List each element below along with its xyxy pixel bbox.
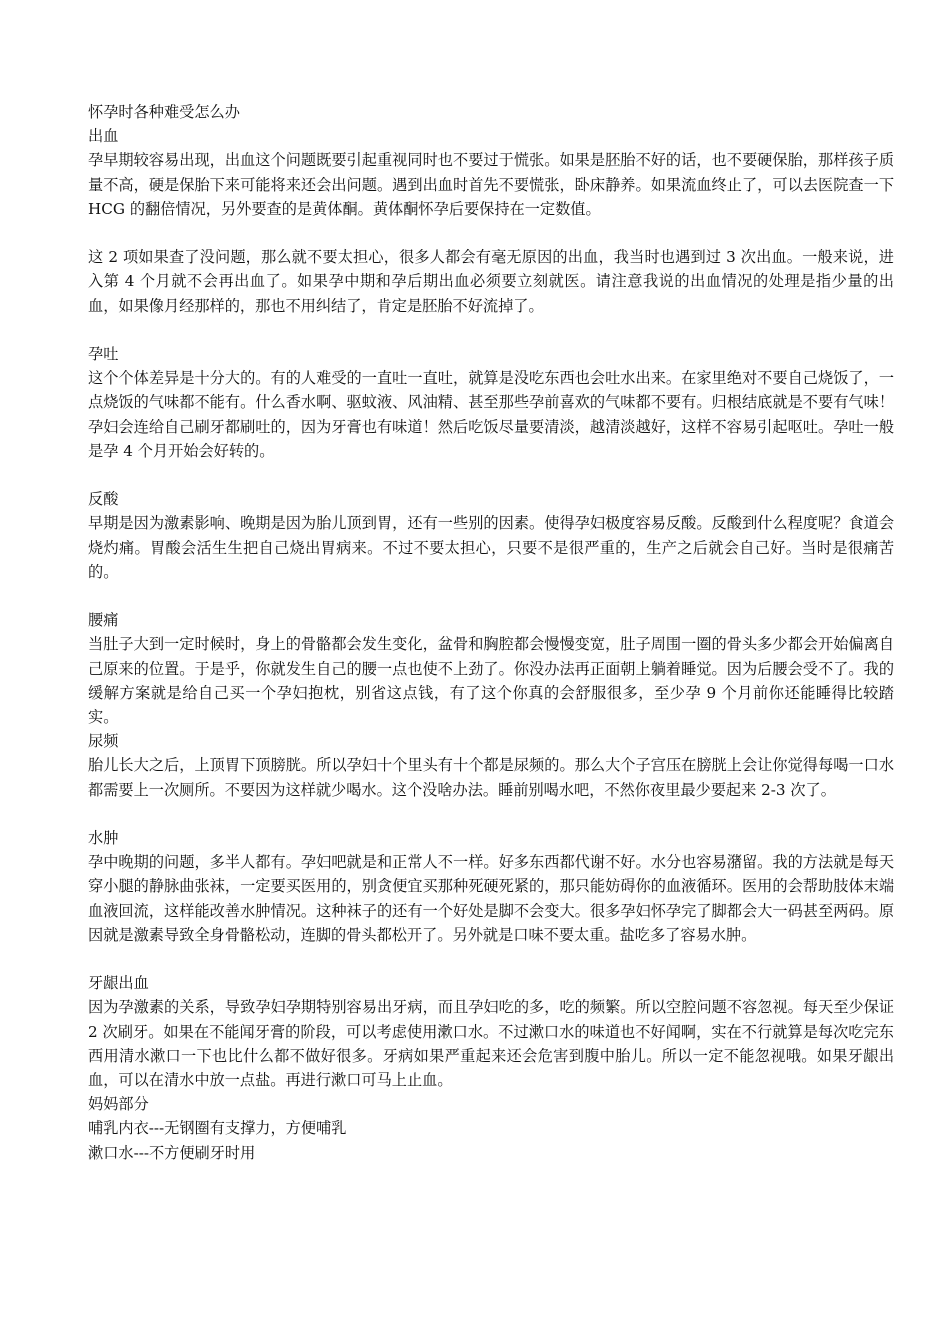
paragraph-edema: 孕中晚期的问题，多半人都有。孕妇吧就是和正常人不一样。好多东西都代谢不好。水分也容易潴留。我的方法就是每天穿小腿的静脉曲张袜，一定要买医用的，别贪便宜买那种死硬死紧的，那只能妨碍你的血液循环。医用的会帮助肢体末端血液回流，这样能改善水肿情况。这种袜子的还有一个好处是脚不会变大。很多孕妇怀孕完了脚都会大一码甚至两码。原因就是激素导致全身骨骼松动，连脚的骨头都松开了。另外就是口味不要太重。盐吃多了容易水肿。 (88, 853, 894, 944)
spacer (88, 584, 894, 608)
paragraph-bleeding-2: 这 2 项如果查了没问题，那么就不要太担心，很多人都会有毫无原因的出血，我当时也遇到过 3 次出血。一般来说，进入第 4 个月就不会再出血了。如果孕中期和孕后期出血必须要立刻就医。请注意我说的出血情况的处理是指少量的出血，如果像月经那样的，那也不用纠结了，肯定是胚胎不好流掉了。 (88, 248, 894, 315)
paragraph-nausea: 这个个体差异是十分大的。有的人难受的一直吐一直吐，就算是没吃东西也会吐水出来。在家里绝对不要自己烧饭了，一点烧饭的气味都不能有。什么香水啊、驱蚊液、风油精、甚至那些孕前喜欢的气味都不要有。归根结底就是不要有气味！孕妇会连给自己刷牙都刷吐的，因为牙膏也有味道！然后吃饭尽量要清淡，越清淡越好，这样不容易引起呕吐。孕吐一般是孕 4 个月开始会好转的。 (88, 369, 894, 460)
list-item-nursing-bra: 哺乳内衣---无钢圈有支撑力，方便哺乳 (88, 1119, 347, 1138)
spacer (88, 318, 894, 342)
section-heading-nausea: 孕吐 (88, 345, 119, 363)
section-heading-edema: 水肿 (88, 829, 119, 848)
list-item-mouthwash: 漱口水---不方便刷牙时用 (88, 1143, 256, 1162)
section-heading-gums: 牙龈出血 (88, 974, 149, 993)
section-heading-mom: 妈妈部分 (88, 1095, 149, 1114)
paragraph-bleeding-1: 孕早期较容易出现，出血这个问题既要引起重视同时也不要过于慌张。如果是胚胎不好的话，也不要硬保胎，那样孩子质量不高，硬是保胎下来可能将来还会出问题。遇到出血时首先不要慌张，卧床静养。如果流血终止了，可以去医院查一下 HCG 的翻倍情况，另外要查的是黄体酮。黄体酮怀孕后要保持在一定数值。 (88, 151, 894, 218)
paragraph-gums: 因为孕激素的关系，导致孕妇孕期特别容易出牙病，而且孕妇吃的多，吃的频繁。所以空腔问题不容忽视。每天至少保证 2 次刷牙。如果在不能闻牙膏的阶段，可以考虑使用漱口水。不过漱口水的味道也不好闻啊，实在不行就算是每次吃完东西用清水漱口一下也比什么都不做好很多。牙病如果严重起来还会危害到腹中胎儿。所以一定不能忽视哦。如果牙龈出血，可以在清水中放一点盐。再进行漱口可马上止血。 (88, 998, 894, 1090)
spacer (88, 221, 894, 245)
spacer (88, 802, 894, 826)
section-heading-acid: 反酸 (88, 490, 119, 509)
paragraph-acid: 早期是因为激素影响、晚期是因为胎儿顶到胃，还有一些别的因素。使得孕妇极度容易反酸。反酸到什么程度呢？食道会烧灼痛。胃酸会活生生把自己烧出胃病来。不过不要太担心，只要不是很严重的，生产之后就会自己好。当时是很痛苦的。 (88, 514, 894, 581)
spacer (88, 947, 894, 971)
document-title: 怀孕时各种难受怎么办 (88, 103, 240, 121)
section-heading-backpain: 腰痛 (88, 611, 119, 630)
paragraph-backpain: 当肚子大到一定时候时，身上的骨骼都会发生变化，盆骨和胸腔都会慢慢变宽，肚子周围一圈的骨头多少都会开始偏离自己原来的位置。于是乎，你就发生自己的腰一点也使不上劲了。你没办法再正面朝上躺着睡觉。因为后腰会受不了。我的缓解方案就是给自己买一个孕妇抱枕，别省这点钱，有了这个你真的会舒服很多，至少孕 9 个月前你还能睡得比较踏实。 (88, 635, 894, 727)
spacer (88, 463, 894, 487)
section-heading-bleeding: 出血 (88, 127, 119, 146)
document-body (88, 100, 894, 1165)
section-heading-urination: 尿频 (88, 732, 119, 751)
paragraph-urination: 胎儿长大之后，上顶胃下顶膀胱。所以孕妇十个里头有十个都是尿频的。那么大个子宫压在膀胱上会让你觉得每喝一口水都需要上一次厕所。不要因为这样就少喝水。这个没啥办法。睡前别喝水吧，不然你夜里最少要起来 2-3 次了。 (88, 756, 894, 799)
